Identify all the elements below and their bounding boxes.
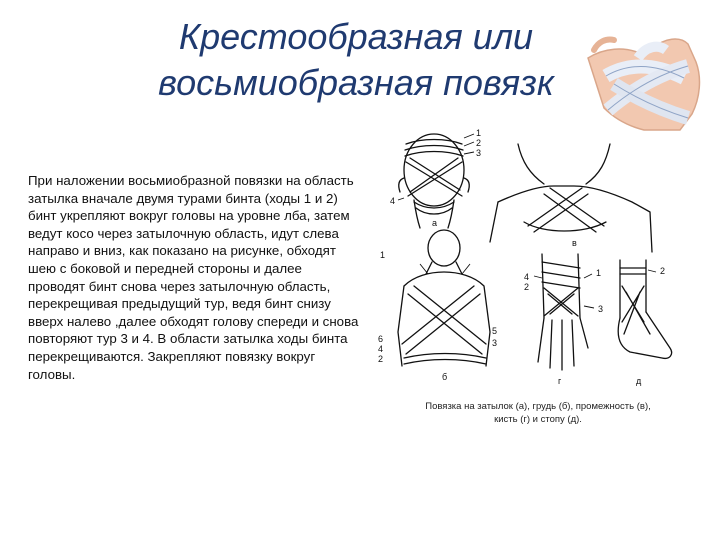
bandaged-hand-image — [584, 18, 714, 138]
bandage-illustration — [374, 122, 720, 402]
hand-bandage-drawing — [534, 254, 594, 370]
back-label-b: б — [442, 372, 448, 382]
head-label-a: а — [432, 218, 438, 228]
back-label-4: 4 — [378, 344, 384, 354]
head-label-4: 4 — [390, 196, 396, 206]
back-label-2: 2 — [378, 354, 384, 364]
slide-title-line-2: восьмиобразная повязк — [158, 62, 554, 103]
figure-caption-line-1: Повязка на затылок (а), грудь (б), промежность (в), — [425, 401, 651, 412]
hand-label-g: г — [558, 376, 562, 386]
hand-label-4: 4 — [524, 272, 530, 282]
hand-label-2: 2 — [524, 282, 530, 292]
foot-label-d: д — [636, 376, 642, 386]
foot-label-2: 2 — [660, 266, 666, 276]
back-label-1: 1 — [380, 250, 386, 260]
back-bandage-drawing — [398, 230, 490, 366]
figure-caption-line-2: кисть (г) и стопу (д). — [494, 414, 582, 425]
description-text: При наложении восьмиобразной повязки на область затылка вначале двумя турами бинта (ходы 1 и 2) бинт укрепляют вокруг головы на уровне лба, затем ведут косо через затылочную область, идут слева направо и вниз, как показано на рисунке, обходят шею с боковой и передней стороны и далее проводят бинт снова через затылочную область, перекрещивая предыдущий тур, ведя бинт снизу вверх налево ,далее обходят голову спереди и снова повторяют тур 3 и 4. В области затылка ходы бинта перекрещиваются. Закрепляют повязку вокруг головы. — [28, 173, 359, 382]
back-label-3: 3 — [492, 338, 498, 348]
back-label-5: 5 — [492, 326, 498, 336]
back-label-6: 6 — [378, 334, 384, 344]
figure-caption — [388, 400, 688, 426]
head-label-3: 3 — [476, 148, 482, 158]
hand-label-1: 1 — [596, 268, 602, 278]
hand-label-3: 3 — [598, 304, 604, 314]
slide-title — [96, 14, 616, 106]
chest-label-v: в — [572, 238, 577, 248]
head-label-2: 2 — [476, 138, 482, 148]
chest-bandage-drawing — [490, 144, 652, 252]
slide-title-line-1: Крестообразная или — [178, 16, 534, 57]
head-bandage-drawing — [398, 134, 474, 228]
head-label-1: 1 — [476, 128, 482, 138]
